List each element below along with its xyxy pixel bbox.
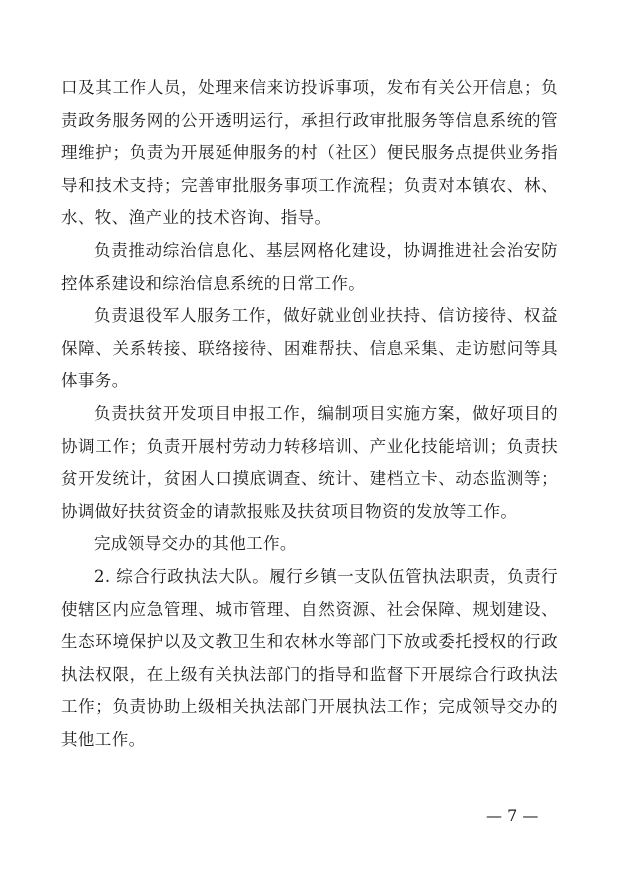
- paragraph: 2. 综合行政执法大队。履行乡镇一支队伍管执法职责，负责行使辖区内应急管理、城市管理、自然资源、社会保障、规划建设、生态环境保护以及文教卫生和农林水等部门下放或委托授权的行政执法权限，在上级有关执法部门的指导和监督下开展综合行政执法工作；负责协助上级相关执法部门开展执法工作；完成领导交办的其他工作。: [61, 566, 558, 749]
- paragraph: 口及其工作人员，处理来信来访投诉事项，发布有关公开信息；负责政务服务网的公开透明运行，承担行政审批服务等信息系统的管理维护；负责为开展延伸服务的村（社区）便民服务点提供业务指导和技术支持；完善审批服务事项工作流程；负责对本镇农、林、水、牧、渔产业的技术咨询、指导。: [61, 78, 558, 228]
- paragraph: 负责推动综治信息化、基层网格化建设，协调推进社会治安防控体系建设和综治信息系统的日常工作。: [61, 240, 558, 293]
- paragraph: 负责退役军人服务工作，做好就业创业扶持、信访接待、权益保障、关系转接、联络接待、困难帮扶、信息采集、走访慰问等具体事务。: [61, 306, 558, 391]
- paragraph: 完成领导交办的其他工作。: [94, 534, 297, 554]
- body-text: [61, 72, 558, 756]
- paragraph: 负责扶贫开发项目申报工作，编制项目实施方案，做好项目的协调工作；负责开展村劳动力转移培训、产业化技能培训；负责扶贫开发统计，贫困人口摸底调查、统计、建档立卡、动态监测等；协调做好扶贫资金的请款报账及扶贫项目物资的发放等工作。: [61, 403, 558, 521]
- page-number: — 7 —: [486, 806, 539, 825]
